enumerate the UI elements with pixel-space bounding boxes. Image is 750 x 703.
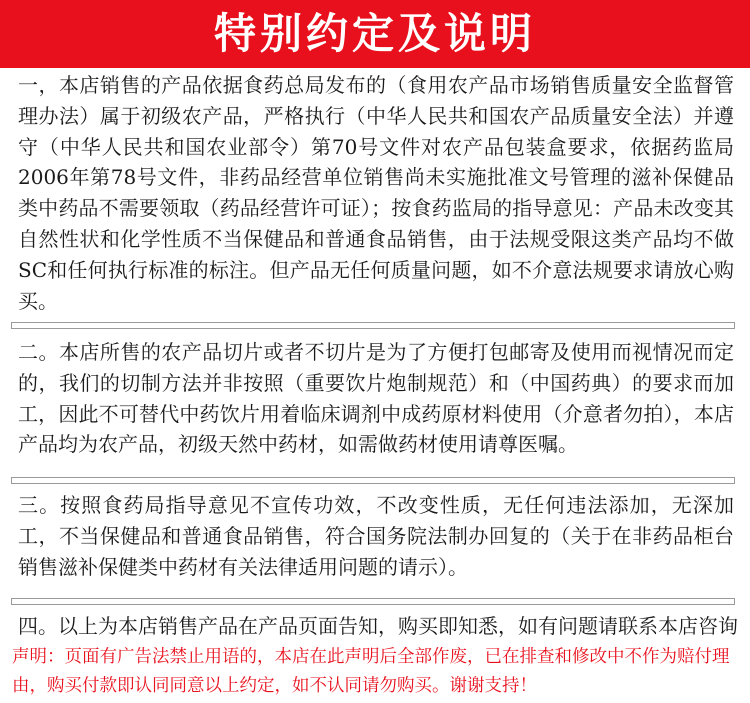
section-divider <box>11 477 735 484</box>
section-2-text: 二。本店所售的农产品切片或者不切片是为了方便打包邮寄及使用而视情况而定的，我们的切制方法并非按照（重要饮片炮制规范）和（中国药典）的要求而加工，因此不可替代中药饮片用着临床调剂中成药原材料使用（介意者勿拍），本店产品均为农产品，初级天然中药材，如需做药材使用请尊医嘱。 <box>18 340 734 457</box>
page-title: 特别约定及说明 <box>213 9 536 58</box>
section-4-text: 四。以上为本店销售产品在产品页面告知，购买即知悉，如有问题请联系本店咨询 <box>18 614 738 638</box>
section-3-text: 三。按照食药局指导意见不宣传功效，不改变性质，无任何违法添加，无深加工，不当保健品和普通食品销售，符合国务院法制办回复的（关于在非药品柜台销售滋补保健类中药材有关法律适用问题的请示）。 <box>18 493 734 579</box>
title-banner <box>0 0 750 68</box>
section-divider <box>11 598 735 605</box>
disclaimer-notice: 声明：页面有广告法禁止用语的，本店在此声明后全部作废，已在排查和修改中不作为赔付理由，购买付款即认同同意以上约定，如不认同请勿购买。谢谢支持！ <box>12 647 730 696</box>
section-1-text: 一，本店销售的产品依据食药总局发布的（食用农产品市场销售质量安全监督管理办法）属于初级农产品，严格执行（中华人民共和国农产品质量安全法）并遵守（中华人民共和国农业部令）第70号文件对农产品包装盒要求，依据药监局2006年第78号文件，非药品经营单位销售尚未实施批准文号管理的滋补保健品类中药品不需要领取（药品经营许可证）；按食药监局的指导意见：产品未改变其自然性状和化学性质不当保健品和普通食品销售，由于法规受限这类产品均不做SC和任何执行标准的标注。但产品无任何质量问题，如不介意法规要求请放心购买。 <box>18 73 734 313</box>
section-divider <box>11 322 735 329</box>
